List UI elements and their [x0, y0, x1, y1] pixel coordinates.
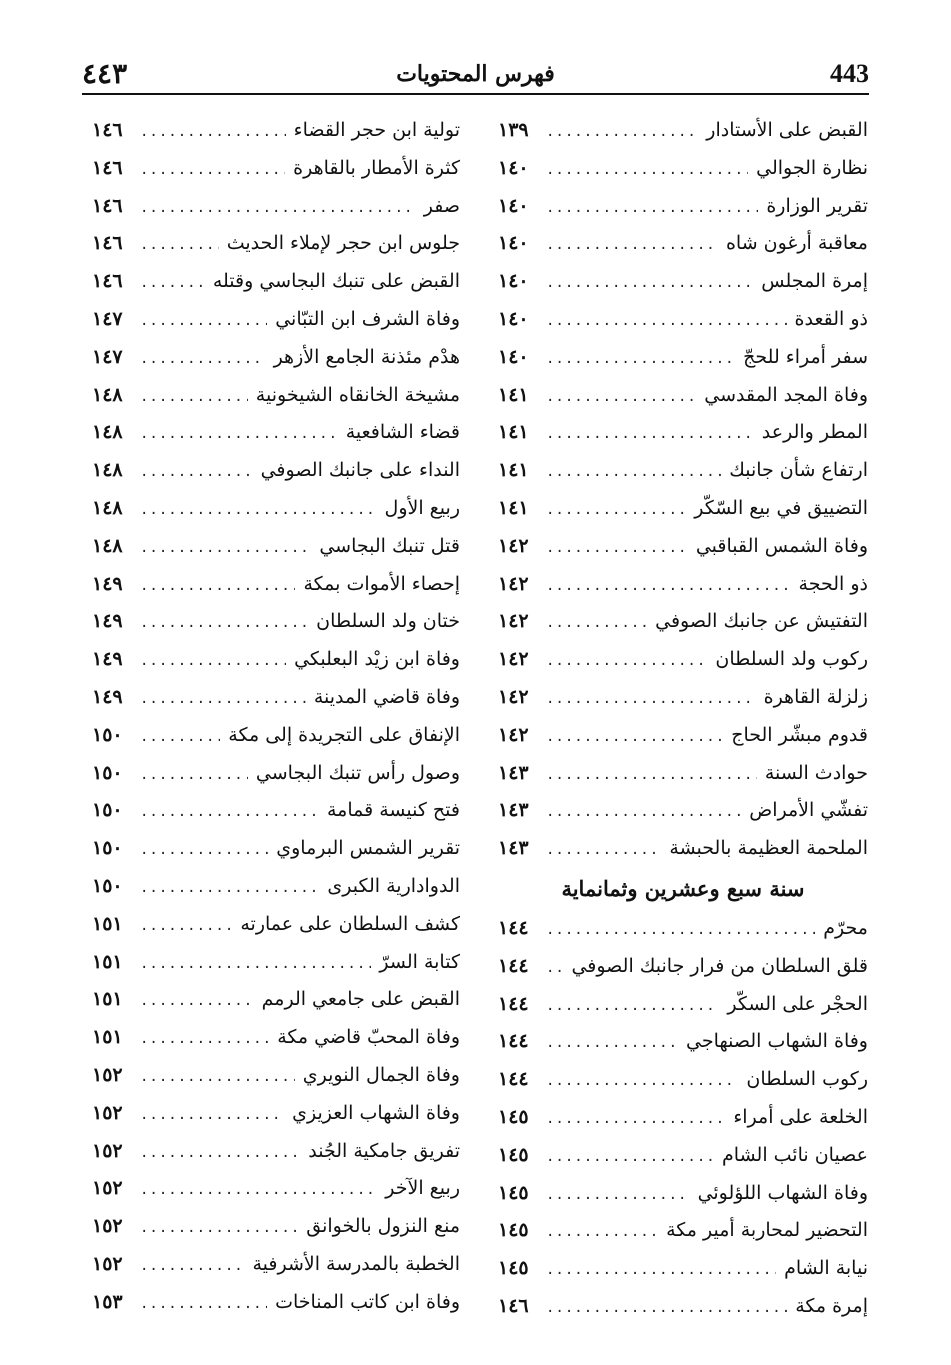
dot-leader	[546, 719, 723, 757]
toc-entry	[92, 641, 460, 679]
entry-page-number: ١٥٠	[92, 874, 123, 897]
toc-entry	[92, 1133, 460, 1171]
toc-entry	[92, 981, 460, 1019]
entry-page-number: ١٤٥	[498, 1143, 529, 1166]
entry-page-number: ١٤٠	[498, 156, 529, 179]
toc-entry	[92, 528, 460, 566]
section-heading: سنة سبع وعشرين وثمانماية	[561, 875, 805, 901]
entry-page-number: ١٤٨	[92, 534, 123, 557]
dot-leader	[140, 568, 295, 606]
entry-title: ركوب ولد السلطان	[715, 648, 868, 671]
dot-leader	[546, 757, 757, 795]
dot-leader	[546, 190, 758, 228]
toc-entry	[92, 188, 460, 226]
entry-page-number: ١٤٨	[92, 383, 123, 406]
toc-entry	[498, 603, 868, 641]
entry-page-number: ١٤٣	[498, 761, 529, 784]
entry-title: الخطبة بالمدرسة الأشرفية	[252, 1252, 460, 1275]
entry-page-number: ١٤٥	[498, 1219, 529, 1242]
entry-page-number: ١٥٠	[92, 723, 123, 746]
entry-title: منع النزول بالخوانق	[306, 1215, 460, 1238]
entry-page-number: ١٥٠	[92, 837, 123, 860]
entry-title: تقرير الوزارة	[766, 194, 868, 217]
toc-entry	[92, 603, 460, 641]
entry-page-number: ١٤٩	[92, 610, 123, 633]
entry-title: زلزلة القاهرة	[763, 685, 868, 708]
dot-leader	[546, 950, 563, 988]
entry-title: سفر أمراء للحجّ	[743, 345, 868, 368]
toc-entry	[92, 1170, 460, 1208]
dot-leader	[546, 605, 647, 643]
entry-title: كثرة الأمطار بالقاهرة	[293, 156, 460, 179]
dot-leader	[140, 870, 319, 908]
dot-leader	[140, 416, 338, 454]
entry-title: وفاة المحبّ قاضي مكة	[277, 1026, 460, 1049]
entry-title: وصول رأس تنبك البجاسي	[255, 761, 460, 784]
toc-entry	[92, 868, 460, 906]
entry-page-number: ١٤٧	[92, 345, 123, 368]
entry-page-number: ١٤٦	[498, 1294, 529, 1317]
entry-page-number: ١٥٢	[92, 1063, 123, 1086]
toc-entry	[498, 986, 868, 1024]
dot-leader	[546, 832, 661, 870]
entry-page-number: ١٤٥	[498, 1105, 529, 1128]
entry-title: إحصاء الأموات بمكة	[303, 572, 460, 595]
toc-entry	[498, 910, 868, 948]
entry-title: عصيان نائب الشام	[722, 1143, 868, 1166]
toc-entry	[498, 830, 868, 868]
toc-entry	[498, 1137, 868, 1175]
page-header	[82, 55, 869, 95]
dot-leader	[140, 983, 254, 1021]
dot-leader	[140, 1286, 267, 1324]
dot-leader	[546, 454, 721, 492]
entry-title: وفاة المجد المقدسي	[704, 383, 868, 406]
entry-title: معاقبة أرغون شاه	[725, 232, 868, 255]
toc-entry	[92, 112, 460, 150]
toc-entry	[92, 1246, 460, 1284]
toc-entry	[498, 528, 868, 566]
entry-title: تقرير الشمس البرماوي	[276, 837, 460, 860]
entry-title: وفاة الجمال النويري	[302, 1063, 460, 1086]
dot-leader	[546, 1025, 678, 1063]
toc-entry	[498, 717, 868, 755]
entry-page-number: ١٤٥	[498, 1257, 529, 1280]
entry-page-number: ١٤٥	[498, 1181, 529, 1204]
entry-title: حوادث السنة	[764, 761, 868, 784]
entry-title: كشف السلطان على عمارته	[240, 912, 460, 935]
dot-leader	[140, 908, 232, 946]
dot-leader	[546, 1177, 690, 1215]
toc-entry	[92, 1095, 460, 1133]
entry-page-number: ١٥٢	[92, 1252, 123, 1275]
entry-page-number: ١٤٢	[498, 648, 529, 671]
dot-leader	[546, 416, 754, 454]
entry-title: ختان ولد السلطان	[316, 610, 460, 633]
entry-page-number: ١٤٣	[498, 799, 529, 822]
dot-leader	[140, 265, 205, 303]
entry-page-number: ١٥١	[92, 1026, 123, 1049]
entry-page-number: ١٤٢	[498, 685, 529, 708]
toc-entry	[92, 755, 460, 793]
dot-leader	[546, 912, 815, 950]
toc-entry	[92, 225, 460, 263]
entry-page-number: ١٤٨	[92, 459, 123, 482]
entry-page-number: ١٤٦	[92, 270, 123, 293]
dot-leader	[140, 492, 377, 530]
toc-entry	[92, 490, 460, 528]
entry-title: قتل تنبك البجاسي	[319, 534, 460, 557]
dot-leader	[546, 1063, 738, 1101]
entry-page-number: ١٤١	[498, 421, 529, 444]
toc-entry	[498, 566, 868, 604]
dot-leader	[546, 152, 748, 190]
toc-entry	[498, 1061, 868, 1099]
toc-entry	[92, 339, 460, 377]
entry-page-number: ١٤٢	[498, 610, 529, 633]
entry-page-number: ١٤٦	[92, 156, 123, 179]
entry-title: صفر	[423, 194, 460, 217]
dot-leader	[546, 1214, 658, 1252]
header-rule	[82, 93, 869, 95]
toc-entry	[498, 948, 868, 986]
dot-leader	[546, 379, 696, 417]
toc-entry	[498, 452, 868, 490]
toc-entry	[498, 150, 868, 188]
entry-page-number: ١٥٣	[92, 1290, 123, 1313]
dot-leader	[140, 757, 248, 795]
entry-title: محرّم	[823, 916, 868, 939]
toc-entry	[92, 717, 460, 755]
entry-page-number: ١٤٢	[498, 723, 529, 746]
dot-leader	[140, 832, 268, 870]
entry-title: وفاة قاضي المدينة	[313, 685, 460, 708]
toc-entry	[498, 225, 868, 263]
dot-leader	[140, 1172, 377, 1210]
entry-page-number: ١٤٧	[92, 307, 123, 330]
dot-leader	[546, 530, 688, 568]
entry-page-number: ١٤٢	[498, 534, 529, 557]
toc-entry	[92, 1208, 460, 1246]
toc-entry	[92, 150, 460, 188]
toc-entry	[498, 339, 868, 377]
dot-leader	[140, 946, 371, 984]
dot-leader	[546, 265, 753, 303]
dot-leader	[546, 988, 719, 1026]
toc-entry	[498, 263, 868, 301]
entry-title: ربيع الأول	[384, 496, 460, 519]
entry-page-number: ١٤٤	[498, 916, 529, 939]
entry-page-number: ١٤١	[498, 459, 529, 482]
toc-entry	[92, 263, 460, 301]
entry-page-number: ١٤١	[498, 496, 529, 519]
dot-leader	[140, 605, 308, 643]
toc-entry	[92, 792, 460, 830]
entry-page-number: ١٤٤	[498, 1030, 529, 1053]
entry-title: هدْم مئذنة الجامع الأزهر	[273, 345, 460, 368]
entry-title: إمرة المجلس	[761, 270, 868, 293]
toc-entry	[498, 1250, 868, 1288]
entry-page-number: ١٤٨	[92, 421, 123, 444]
dot-leader	[140, 227, 219, 265]
entry-page-number: ١٤٠	[498, 307, 529, 330]
toc-entry	[498, 112, 868, 150]
entry-title: تفشّي الأمراض	[749, 799, 868, 822]
entry-title: الملحمة العظيمة بالحبشة	[669, 837, 868, 860]
entry-title: الحجْر على السكّر	[727, 992, 868, 1015]
entry-title: جلوس ابن حجر لإملاء الحديث	[226, 232, 460, 255]
entry-title: ذو الحجة	[798, 572, 868, 595]
dot-leader	[546, 681, 756, 719]
dot-leader	[140, 719, 220, 757]
entry-title: الدوادارية الكبرى	[327, 874, 460, 897]
dot-leader	[546, 341, 735, 379]
entry-title: وفاة الشرف ابن التبّاني	[275, 307, 460, 330]
dot-leader	[140, 1135, 300, 1173]
entry-page-number: ١٤٦	[92, 119, 123, 141]
entry-title: التضييق في بيع السّكّر	[694, 496, 868, 519]
toc-entry	[498, 301, 868, 339]
entry-title: الإنفاق على التجريدة إلى مكة	[228, 723, 460, 746]
entry-title: وفاة ابن كاتب المناخات	[275, 1290, 460, 1313]
entry-page-number: ١٥٠	[92, 799, 123, 822]
entry-title: وفاة الشهاب العزيزي	[292, 1101, 460, 1124]
running-title: فهرس المحتويات	[396, 61, 555, 87]
dot-leader	[546, 1252, 776, 1290]
toc-entry	[92, 1019, 460, 1057]
entry-page-number: ١٤٢	[498, 572, 529, 595]
dot-leader	[140, 643, 286, 681]
entry-page-number: ١٤٤	[498, 954, 529, 977]
entry-title: ربيع الآخر	[385, 1177, 460, 1200]
dot-leader	[140, 1210, 298, 1248]
entry-page-number: ١٤٤	[498, 992, 529, 1015]
toc-entry	[92, 944, 460, 982]
entry-page-number: ١٤٠	[498, 270, 529, 293]
toc-column-left	[92, 112, 460, 1322]
entry-page-number: ١٤٩	[92, 572, 123, 595]
dot-leader	[546, 492, 686, 530]
toc-entry	[498, 414, 868, 452]
entry-title: قدوم مبشّر الحاج	[731, 723, 868, 746]
entry-page-number: ١٥٠	[92, 761, 123, 784]
entry-title: وفاة الشهاب الصنهاجي	[686, 1030, 868, 1053]
dot-leader	[140, 1248, 244, 1286]
entry-title: قلق السلطان من فرار جانبك الصوفي	[571, 954, 868, 977]
entry-title: القبض على الأستادار	[706, 119, 868, 141]
toc-column-right	[498, 112, 868, 1326]
entry-page-number: ١٥٢	[92, 1177, 123, 1200]
dot-leader	[546, 794, 741, 832]
toc-entry	[498, 679, 868, 717]
toc-entry	[498, 755, 868, 793]
dot-leader	[140, 341, 266, 379]
toc-entry	[498, 1288, 868, 1326]
toc-entry	[498, 377, 868, 415]
entry-page-number: ١٣٩	[498, 119, 529, 141]
toc-entry	[92, 679, 460, 717]
dot-leader	[140, 794, 319, 832]
entry-title: الخلعة على أمراء	[733, 1105, 868, 1128]
entry-title: ركوب السلطان	[746, 1068, 868, 1091]
dot-leader	[140, 681, 306, 719]
toc-entry	[498, 188, 868, 226]
entry-title: تولية ابن حجر القضاء	[293, 119, 460, 141]
toc-entry	[498, 490, 868, 528]
entry-page-number: ١٤٤	[498, 1068, 529, 1091]
dot-leader	[140, 190, 416, 228]
dot-leader	[546, 1290, 787, 1328]
dot-leader	[140, 114, 286, 152]
toc-entry	[92, 1057, 460, 1095]
dot-leader	[546, 1101, 725, 1139]
dot-leader	[546, 114, 698, 152]
dot-leader	[140, 1021, 269, 1059]
toc-entry	[498, 641, 868, 679]
entry-title: كتابة السرّ	[379, 950, 460, 973]
entry-page-number: ١٤٩	[92, 685, 123, 708]
entry-page-number: ١٥١	[92, 950, 123, 973]
entry-page-number: ١٤٠	[498, 345, 529, 368]
entry-title: نظارة الجوالي	[756, 156, 868, 179]
dot-leader	[546, 1139, 714, 1177]
entry-page-number: ١٤٠	[498, 232, 529, 255]
entry-title: ارتفاع شأن جانبك	[729, 459, 868, 482]
entry-page-number: ١٤٦	[92, 232, 123, 255]
entry-title: قضاء الشافعية	[345, 421, 460, 444]
toc-entry	[498, 1175, 868, 1213]
entry-title: المطر والرعد	[761, 421, 868, 444]
entry-page-number: ١٥٢	[92, 1139, 123, 1162]
toc-entry	[92, 566, 460, 604]
entry-page-number: ١٤٠	[498, 194, 529, 217]
entry-title: النداء على جانبك الصوفي	[260, 459, 460, 482]
toc-entry	[92, 452, 460, 490]
entry-page-number: ١٥١	[92, 988, 123, 1011]
entry-title: القبض على تنبك البجاسي وقتله	[212, 270, 460, 293]
entry-page-number: ١٤٨	[92, 496, 123, 519]
dot-leader	[546, 303, 787, 341]
dot-leader	[546, 568, 791, 606]
entry-title: التفتيش عن جانبك الصوفي	[655, 610, 868, 633]
toc-entry	[498, 1099, 868, 1137]
dot-leader	[140, 379, 248, 417]
entry-title: وفاة الشهاب اللؤلوئي	[697, 1181, 868, 1204]
entry-title: القبض على جامعي الرمم	[261, 988, 460, 1011]
entry-page-number: ١٤٦	[92, 194, 123, 217]
entry-page-number: ١٥٢	[92, 1101, 123, 1124]
entry-page-number: ١٤١	[498, 383, 529, 406]
entry-page-number: ١٥٢	[92, 1215, 123, 1238]
entry-title: نيابة الشام	[784, 1257, 868, 1280]
dot-leader	[546, 227, 718, 265]
entry-page-number: ١٤٣	[498, 837, 529, 860]
entry-title: إمرة مكة	[795, 1294, 868, 1317]
entry-title: تفريق جامكية الجُند	[308, 1139, 460, 1162]
toc-entry	[92, 830, 460, 868]
dot-leader	[140, 1059, 295, 1097]
entry-title: وفاة الشمس القباقبي	[695, 534, 868, 557]
toc-entry	[498, 1212, 868, 1250]
toc-entry	[498, 792, 868, 830]
entry-title: وفاة ابن زيْد البعلبكي	[294, 648, 460, 671]
dot-leader	[140, 152, 285, 190]
dot-leader	[140, 530, 311, 568]
page-number-latin: 443	[830, 59, 869, 88]
toc-entry	[92, 906, 460, 944]
entry-page-number: ١٤٩	[92, 648, 123, 671]
dot-leader	[140, 454, 253, 492]
entry-page-number: ١٥١	[92, 912, 123, 935]
entry-title: ذو القعدة	[794, 307, 868, 330]
toc-entry	[498, 1023, 868, 1061]
dot-leader	[140, 303, 267, 341]
page-number-arabic: ٤٤٣	[82, 57, 128, 90]
dot-leader	[546, 643, 707, 681]
entry-title: مشيخة الخانقاه الشيخونية	[255, 383, 460, 406]
dot-leader	[140, 1097, 284, 1135]
entry-title: التحضير لمحاربة أمير مكة	[666, 1219, 868, 1242]
toc-entry	[92, 414, 460, 452]
toc-entry	[92, 377, 460, 415]
toc-entry	[92, 301, 460, 339]
entry-title: فتح كنيسة قمامة	[326, 799, 460, 822]
toc-entry	[92, 1284, 460, 1322]
